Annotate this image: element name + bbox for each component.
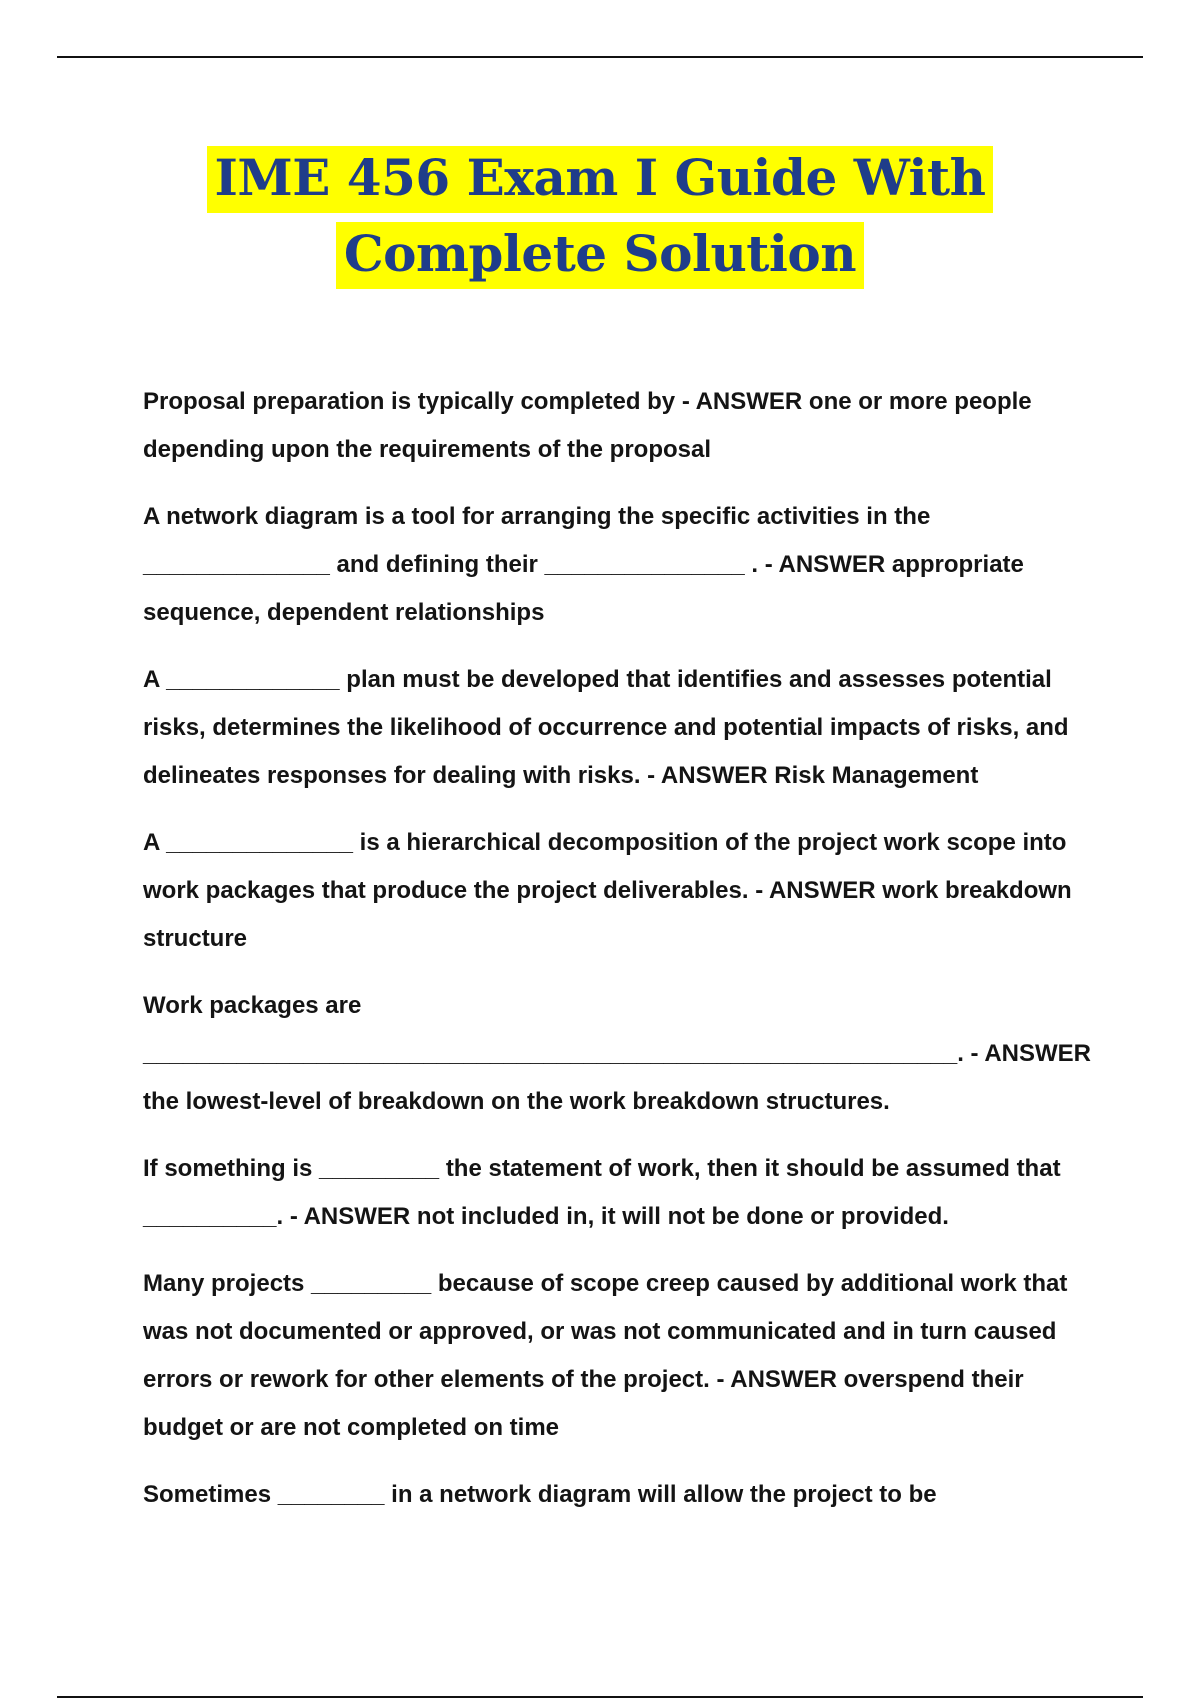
document-title [0, 140, 1200, 292]
qa-item: Work packages are _____________________________________________________________. - ANSWER the lowest-level of breakdown on the work breakdown structures. [143, 992, 1091, 1115]
top-divider [57, 56, 1143, 58]
qa-item: Proposal preparation is typically completed by - ANSWER one or more people depending upon the requirements of the proposal [143, 388, 1032, 463]
title-line-2: Complete Solution [336, 222, 864, 289]
qa-item: Sometimes ________ in a network diagram will allow the project to be [143, 1481, 937, 1508]
qa-item: A network diagram is a tool for arranging the specific activities in the ______________ and defining their _______________ . - ANSWER appropriate sequence, dependent relationships [143, 503, 1024, 626]
qa-item: A ______________ is a hierarchical decomposition of the project work scope into work packages that produce the project deliverables. - ANSWER work breakdown structure [143, 829, 1072, 952]
qa-list [143, 378, 1093, 1538]
qa-item: If something is _________ the statement of work, then it should be assumed that __________. - ANSWER not included in, it will not be done or provided. [143, 1155, 1061, 1230]
qa-item: A _____________ plan must be developed that identifies and assesses potential risks, determines the likelihood of occurrence and potential impacts of risks, and delineates responses for dealing with risks. - ANSWER Risk Management [143, 666, 1069, 789]
bottom-divider [57, 1696, 1143, 1698]
title-line-1: IME 456 Exam I Guide With [207, 146, 994, 213]
qa-item: Many projects _________ because of scope creep caused by additional work that was not documented or approved, or was not communicated and in turn caused errors or rework for other elements of the project. - ANSWER overspend their budget or are not completed on time [143, 1270, 1068, 1441]
